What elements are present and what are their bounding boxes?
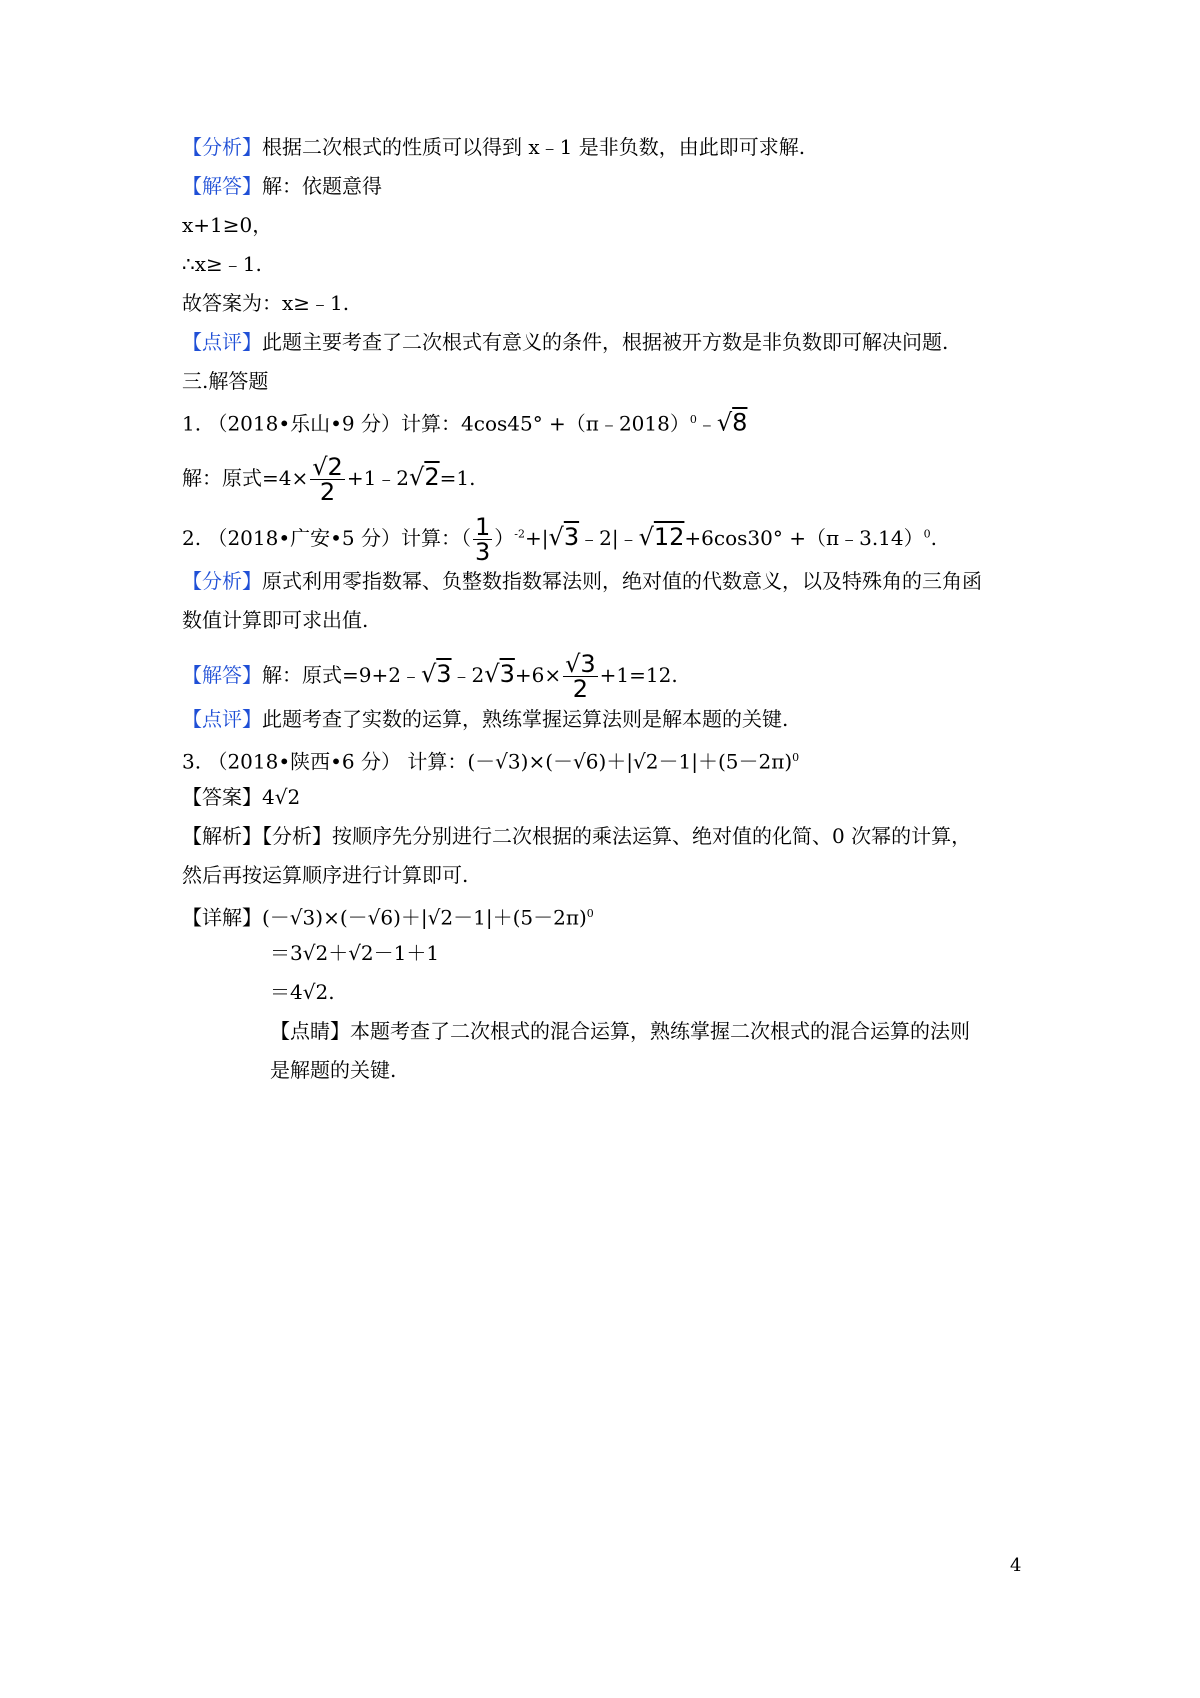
q3-detail-line-1 <box>182 900 594 932</box>
analysis-line <box>182 133 805 161</box>
answer-line <box>182 172 382 200</box>
q1-prefix: 1. （2018•乐山•9 分）计算：4cos45° +（π﹣2018） <box>182 411 690 436</box>
question-2 <box>182 515 937 564</box>
q2-radicand-1: 3 <box>563 523 580 551</box>
comment-text: 此题主要考查了二次根式有意义的条件，根据被开方数是非负数即可解决问题. <box>262 330 949 354</box>
answer-tag: 【解答】 <box>182 174 262 198</box>
q1-sup: 0 <box>689 413 697 426</box>
s1-fraction <box>310 455 345 504</box>
q3-analysis-line-2: 然后再按运算顺序进行计算即可. <box>182 863 469 887</box>
s1-radicand: 2 <box>424 463 440 491</box>
q2-c: +6cos30° +（π﹣3.14） <box>684 526 924 550</box>
q3-detail-line-3: ＝4√2. <box>270 980 335 1004</box>
q3-detail-text: 【详解】(－√3)×(－√6)＋|√2－1|＋(5－2π) <box>182 905 587 930</box>
q2s-sqrt-2: √3 <box>484 660 515 688</box>
q1-radicand: 8 <box>732 408 748 437</box>
s1-num: √2 <box>312 453 343 481</box>
step-line-2: ∴x≥﹣1. <box>182 252 262 276</box>
q2-sqrt-2: √12 <box>638 523 685 551</box>
q2s-b: ﹣2 <box>451 663 485 687</box>
q2s-radicand-1: 3 <box>436 660 452 688</box>
q2-sup: -2 <box>514 527 526 541</box>
q3-sup: 0 <box>792 751 800 764</box>
q2-b: ﹣2|﹣ <box>579 526 639 550</box>
q2-radicand-2: 12 <box>653 523 685 551</box>
q2-fraction <box>473 515 492 564</box>
q2s-fraction <box>563 652 598 701</box>
q2-prefix: 2. （2018•广安•5 分）计算：（ <box>182 526 472 550</box>
q2-mid: ） <box>494 526 515 550</box>
q2s-d: +1=12. <box>599 663 678 687</box>
q2s-den: 2 <box>572 675 589 703</box>
s1-b: +1﹣2 <box>346 466 410 490</box>
comment-tag: 【点评】 <box>182 330 262 354</box>
q3-remark-line-1: 【点睛】本题考查了二次根式的混合运算，熟练掌握二次根式的混合运算的法则 <box>270 1019 970 1043</box>
q2s-num: √3 <box>565 650 596 678</box>
q2s-a: 解：原式=9+2﹣ <box>262 663 421 687</box>
q2-sqrt-1: √3 <box>548 523 580 551</box>
q2-sup-2: 0 <box>923 527 931 541</box>
q2s-sqrt-1: √3 <box>420 660 452 688</box>
final-answer-line: 故答案为：x≥﹣1. <box>182 291 350 315</box>
question-1 <box>182 406 747 438</box>
q2-analysis-line-2: 数值计算即可求出值. <box>182 608 369 632</box>
solution-1 <box>182 455 475 504</box>
q2-analysis-text: 原式利用零指数幂、负整数指数幂法则，绝对值的代数意义，以及特殊角的三角函 <box>262 569 982 593</box>
q2-comment-line <box>182 705 788 733</box>
analysis-tag: 【分析】 <box>182 135 262 159</box>
s1-den: 2 <box>319 478 336 506</box>
s1-a: 解：原式=4× <box>182 466 309 490</box>
comment-line <box>182 328 948 356</box>
q2-den: 3 <box>475 538 491 566</box>
step-line-1: x+1≥0， <box>182 213 273 237</box>
q2-solution <box>182 652 678 701</box>
q3-detail-line-2: ＝3√2＋√2－1＋1 <box>270 941 440 965</box>
q2-num: 1 <box>475 513 491 541</box>
s1-sqrt: √2 <box>409 463 440 491</box>
page-number: 4 <box>1010 1555 1022 1576</box>
q3-remark-line-2: 是解题的关键. <box>270 1058 397 1082</box>
q3-answer: 【答案】4√2 <box>182 785 301 809</box>
q2-solution-tag: 【解答】 <box>182 663 262 687</box>
q1-tail: ﹣ <box>696 411 717 436</box>
q1-sqrt: √8 <box>716 408 748 437</box>
q2-analysis-line-1 <box>182 567 982 595</box>
q2-comment-text: 此题考查了实数的运算，熟练掌握运算法则是解本题的关键. <box>262 707 789 731</box>
q2-a: +| <box>525 526 549 550</box>
q3-detail-sup: 0 <box>586 907 594 920</box>
answer-text: 解：依题意得 <box>262 174 382 198</box>
q2s-radicand-2: 3 <box>499 660 515 688</box>
q2s-c: +6× <box>514 663 562 687</box>
section-heading: 三.解答题 <box>182 369 269 393</box>
s1-c: =1. <box>439 466 476 490</box>
q2-d: . <box>930 526 937 550</box>
analysis-text: 根据二次根式的性质可以得到 x﹣1 是非负数，由此即可求解. <box>262 135 806 159</box>
q3-text: 3. （2018•陕西•6 分） 计算：(－√3)×(－√6)＋|√2－1|＋(5－2π) <box>182 749 793 774</box>
question-3 <box>182 744 799 776</box>
q2-analysis-tag: 【分析】 <box>182 569 262 593</box>
q3-analysis-line-1: 【解析】【分析】按顺序先分别进行二次根据的乘法运算、绝对值的化简、0 次幂的计算， <box>182 824 972 848</box>
q2-comment-tag: 【点评】 <box>182 707 262 731</box>
